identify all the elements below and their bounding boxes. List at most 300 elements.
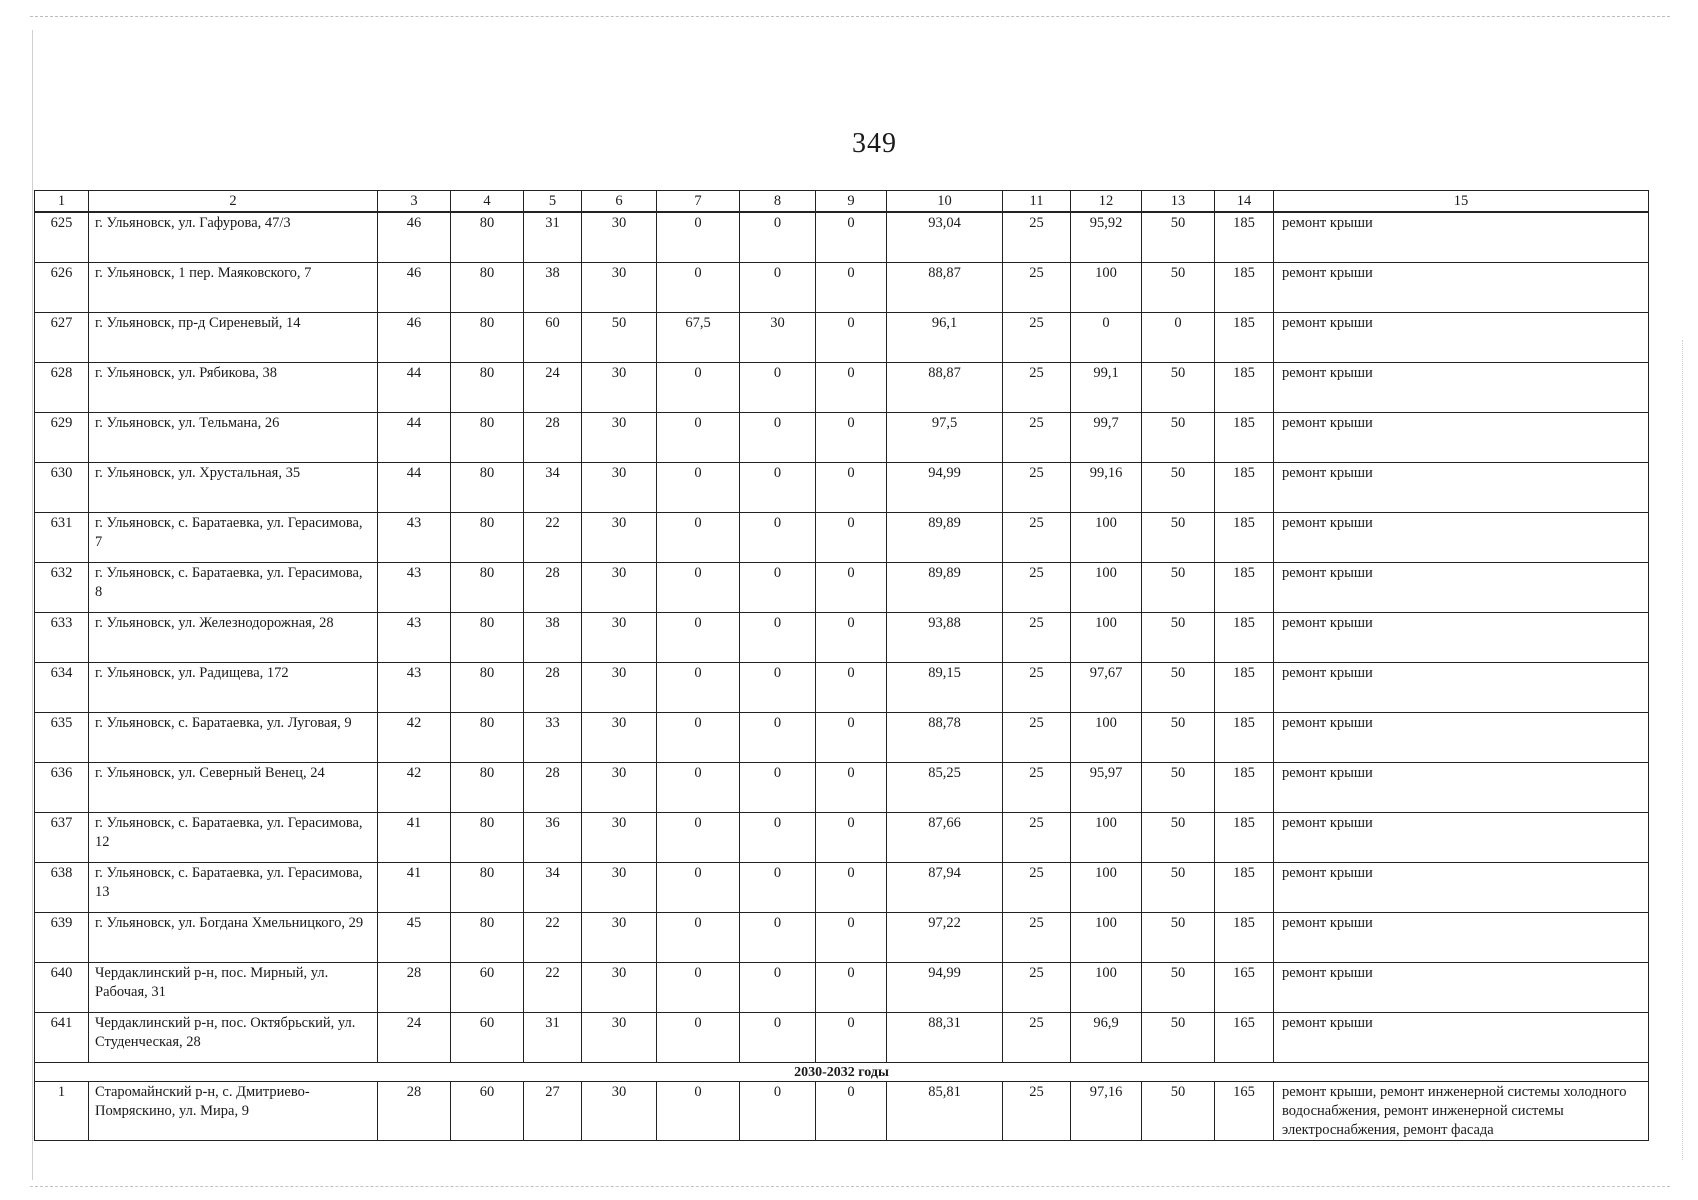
table-cell: 31	[524, 1013, 582, 1063]
table-cell: 185	[1215, 913, 1274, 963]
table-cell: ремонт крыши	[1274, 363, 1649, 413]
table-cell: 93,88	[887, 613, 1003, 663]
table-cell: г. Ульяновск, с. Баратаевка, ул. Герасимова, 12	[89, 813, 378, 863]
table-cell: 34	[524, 463, 582, 513]
table-cell: 0	[740, 1013, 816, 1063]
table-cell: ремонт крыши	[1274, 563, 1649, 613]
table-row	[35, 313, 1649, 363]
table-cell: 25	[1003, 313, 1071, 363]
table-cell: 50	[1142, 663, 1215, 713]
table-cell: 0	[816, 1082, 887, 1141]
table-cell: 0	[816, 663, 887, 713]
table-cell: 637	[35, 813, 89, 863]
table-cell: 30	[582, 212, 657, 263]
table-cell: 0	[740, 613, 816, 663]
table-cell: 635	[35, 713, 89, 763]
table-cell: 43	[378, 563, 451, 613]
table-cell: 25	[1003, 663, 1071, 713]
table-cell: 25	[1003, 212, 1071, 263]
table-cell: 46	[378, 263, 451, 313]
column-header: 12	[1071, 191, 1142, 213]
table-row	[35, 663, 1649, 713]
table-row	[35, 913, 1649, 963]
table-cell: 25	[1003, 813, 1071, 863]
table-cell: г. Ульяновск, пр-д Сиреневый, 14	[89, 313, 378, 363]
table-cell: 30	[582, 413, 657, 463]
table-cell: 85,81	[887, 1082, 1003, 1141]
table-cell: 24	[524, 363, 582, 413]
table-cell: 60	[451, 963, 524, 1013]
table-cell: 0	[657, 263, 740, 313]
table-cell: 0	[657, 813, 740, 863]
table-cell: 36	[524, 813, 582, 863]
table-cell: 100	[1071, 513, 1142, 563]
table-cell: 100	[1071, 863, 1142, 913]
table-cell: 95,92	[1071, 212, 1142, 263]
table-row	[35, 413, 1649, 463]
table-cell: 0	[740, 513, 816, 563]
column-header: 5	[524, 191, 582, 213]
table-cell: 94,99	[887, 963, 1003, 1013]
table-cell: 0	[657, 1013, 740, 1063]
table-cell: 0	[740, 563, 816, 613]
table-cell: 630	[35, 463, 89, 513]
table-cell: ремонт крыши	[1274, 212, 1649, 263]
table-cell: 30	[582, 963, 657, 1013]
table-cell: 80	[451, 313, 524, 363]
table-cell: 30	[582, 813, 657, 863]
table-cell: 25	[1003, 263, 1071, 313]
table-cell: 34	[524, 863, 582, 913]
table-cell: 25	[1003, 1082, 1071, 1141]
table-cell: 50	[1142, 863, 1215, 913]
table-cell: ремонт крыши	[1274, 613, 1649, 663]
table-cell: 185	[1215, 463, 1274, 513]
table-cell: 24	[378, 1013, 451, 1063]
table-cell: 0	[740, 663, 816, 713]
table-cell: г. Ульяновск, ул. Гафурова, 47/3	[89, 212, 378, 263]
table-row	[35, 863, 1649, 913]
table-cell: 25	[1003, 613, 1071, 663]
table-cell: 50	[1142, 263, 1215, 313]
table-cell: 30	[582, 713, 657, 763]
table-cell: 0	[740, 413, 816, 463]
table-cell: 25	[1003, 563, 1071, 613]
table-row	[35, 613, 1649, 663]
table-cell: 25	[1003, 713, 1071, 763]
table-cell: г. Ульяновск, ул. Железнодорожная, 28	[89, 613, 378, 663]
table-cell: 627	[35, 313, 89, 363]
table-cell: 185	[1215, 763, 1274, 813]
table-row	[35, 212, 1649, 263]
table-cell: 80	[451, 212, 524, 263]
table-cell: 50	[1142, 413, 1215, 463]
table-cell: 0	[740, 913, 816, 963]
table-cell: 0	[1071, 313, 1142, 363]
table-cell: 97,67	[1071, 663, 1142, 713]
table-cell: 0	[816, 763, 887, 813]
table-cell: 96,1	[887, 313, 1003, 363]
table-cell: 80	[451, 563, 524, 613]
table-cell: 25	[1003, 463, 1071, 513]
table-cell: 626	[35, 263, 89, 313]
table-cell: 0	[816, 613, 887, 663]
table-cell: 89,89	[887, 513, 1003, 563]
table-cell: 87,94	[887, 863, 1003, 913]
table-cell: 625	[35, 212, 89, 263]
table-cell: 80	[451, 263, 524, 313]
table-cell: 185	[1215, 413, 1274, 463]
table-cell: 0	[816, 313, 887, 363]
table-cell: 0	[657, 563, 740, 613]
table-cell: 0	[816, 413, 887, 463]
table-cell: 93,04	[887, 212, 1003, 263]
table-cell: 46	[378, 212, 451, 263]
table-cell: 0	[816, 963, 887, 1013]
table-cell: 0	[816, 513, 887, 563]
table-cell: 60	[451, 1013, 524, 1063]
table-cell: 97,5	[887, 413, 1003, 463]
table-cell: 30	[582, 363, 657, 413]
table-cell: 99,1	[1071, 363, 1142, 413]
table-cell: 0	[657, 713, 740, 763]
table-cell: 0	[657, 613, 740, 663]
table-cell: 30	[582, 463, 657, 513]
table-cell: 636	[35, 763, 89, 813]
table-cell: 42	[378, 713, 451, 763]
table-cell: ремонт крыши	[1274, 963, 1649, 1013]
table-cell: 94,99	[887, 463, 1003, 513]
table-cell: г. Ульяновск, ул. Рябикова, 38	[89, 363, 378, 413]
column-header: 15	[1274, 191, 1649, 213]
table-cell: ремонт крыши	[1274, 913, 1649, 963]
scan-edge-bottom	[30, 1186, 1670, 1188]
table-cell: 0	[740, 813, 816, 863]
table-cell: 0	[740, 713, 816, 763]
table-cell: 185	[1215, 513, 1274, 563]
table-cell: 99,16	[1071, 463, 1142, 513]
table-cell: 628	[35, 363, 89, 413]
table-cell: 0	[816, 263, 887, 313]
table-cell: 0	[816, 813, 887, 863]
table-cell: 30	[582, 263, 657, 313]
column-header: 6	[582, 191, 657, 213]
table-cell: 41	[378, 863, 451, 913]
table-cell: 639	[35, 913, 89, 963]
table-cell: 185	[1215, 863, 1274, 913]
table-cell: 88,31	[887, 1013, 1003, 1063]
table-cell: 87,66	[887, 813, 1003, 863]
table-cell: 100	[1071, 913, 1142, 963]
table-cell: 629	[35, 413, 89, 463]
table-cell: ремонт крыши	[1274, 463, 1649, 513]
table-cell: 634	[35, 663, 89, 713]
table-cell: 25	[1003, 913, 1071, 963]
table-cell: 22	[524, 963, 582, 1013]
table-cell: г. Ульяновск, ул. Радищева, 172	[89, 663, 378, 713]
table-cell: 28	[378, 963, 451, 1013]
table-cell: 0	[740, 963, 816, 1013]
table-cell: 80	[451, 713, 524, 763]
table-cell: ремонт крыши	[1274, 663, 1649, 713]
table-cell: 89,15	[887, 663, 1003, 713]
table-cell: 165	[1215, 1082, 1274, 1141]
table-cell: 30	[582, 763, 657, 813]
table-cell: 0	[816, 363, 887, 413]
column-header: 7	[657, 191, 740, 213]
table-cell: 0	[657, 363, 740, 413]
table-cell: 25	[1003, 513, 1071, 563]
page-number: 349	[852, 128, 897, 159]
table-row	[35, 363, 1649, 413]
table-cell: 60	[524, 313, 582, 363]
table-cell: 0	[657, 463, 740, 513]
table-cell: г. Ульяновск, с. Баратаевка, ул. Герасимова, 8	[89, 563, 378, 613]
table-cell: 633	[35, 613, 89, 663]
table-cell: 27	[524, 1082, 582, 1141]
table-cell: 50	[1142, 813, 1215, 863]
table-cell: 97,22	[887, 913, 1003, 963]
table-cell: 638	[35, 863, 89, 913]
column-header: 9	[816, 191, 887, 213]
table-cell: 0	[657, 1082, 740, 1141]
table-cell: 25	[1003, 363, 1071, 413]
table-cell: 631	[35, 513, 89, 563]
table-cell: Чердаклинский р-н, пос. Октябрьский, ул. Студенческая, 28	[89, 1013, 378, 1063]
table-cell: 44	[378, 413, 451, 463]
column-header: 8	[740, 191, 816, 213]
table-cell: ремонт крыши	[1274, 813, 1649, 863]
table-cell: 30	[582, 663, 657, 713]
table-cell: 165	[1215, 1013, 1274, 1063]
table-cell: 50	[1142, 212, 1215, 263]
table-cell: 89,89	[887, 563, 1003, 613]
table-cell: ремонт крыши	[1274, 1013, 1649, 1063]
table-cell: 95,97	[1071, 763, 1142, 813]
table-cell: ремонт крыши	[1274, 713, 1649, 763]
table-cell: 25	[1003, 963, 1071, 1013]
table-cell: 88,78	[887, 713, 1003, 763]
table-cell: 28	[524, 563, 582, 613]
table-cell: 30	[582, 1013, 657, 1063]
table-cell: 42	[378, 763, 451, 813]
table-cell: 60	[451, 1082, 524, 1141]
table-cell: 0	[657, 863, 740, 913]
table-cell: 185	[1215, 813, 1274, 863]
table-cell: 80	[451, 663, 524, 713]
table-cell: 30	[582, 913, 657, 963]
table-cell: 0	[740, 1082, 816, 1141]
column-header: 1	[35, 191, 89, 213]
table-cell: 80	[451, 613, 524, 663]
table-cell: г. Ульяновск, ул. Тельмана, 26	[89, 413, 378, 463]
table-row	[35, 1013, 1649, 1063]
table-cell: 50	[1142, 713, 1215, 763]
table-cell: 100	[1071, 263, 1142, 313]
table-cell: г. Ульяновск, ул. Богдана Хмельницкого, 29	[89, 913, 378, 963]
table-row	[35, 563, 1649, 613]
table-cell: 100	[1071, 613, 1142, 663]
table-cell: 80	[451, 813, 524, 863]
table-cell: 632	[35, 563, 89, 613]
table-cell: 99,7	[1071, 413, 1142, 463]
table-cell: 1	[35, 1082, 89, 1141]
table-cell: 33	[524, 713, 582, 763]
table-cell: 100	[1071, 713, 1142, 763]
table-cell: 43	[378, 513, 451, 563]
table-cell: 185	[1215, 713, 1274, 763]
table-cell: 0	[816, 212, 887, 263]
section-row	[35, 1063, 1649, 1082]
table-cell: 67,5	[657, 313, 740, 363]
table-cell: 100	[1071, 813, 1142, 863]
table-cell: г. Ульяновск, ул. Северный Венец, 24	[89, 763, 378, 813]
table-cell: 45	[378, 913, 451, 963]
column-header: 3	[378, 191, 451, 213]
table-cell: 0	[740, 212, 816, 263]
table-cell: 0	[816, 463, 887, 513]
table-row	[35, 1082, 1649, 1141]
table-cell: 80	[451, 913, 524, 963]
table-cell: 43	[378, 663, 451, 713]
table-cell: 50	[1142, 563, 1215, 613]
table-cell: 0	[1142, 313, 1215, 363]
table-cell: 0	[657, 212, 740, 263]
table-cell: 50	[1142, 363, 1215, 413]
table-cell: 185	[1215, 563, 1274, 613]
table-cell: 31	[524, 212, 582, 263]
table-cell: 50	[1142, 1082, 1215, 1141]
table-cell: 38	[524, 263, 582, 313]
section-title: 2030-2032 годы	[35, 1063, 1649, 1082]
table-row	[35, 463, 1649, 513]
table-cell: 80	[451, 363, 524, 413]
table-cell: 50	[1142, 513, 1215, 563]
table-cell: 25	[1003, 413, 1071, 463]
table-cell: 28	[524, 763, 582, 813]
table-cell: 28	[524, 413, 582, 463]
table-cell: 22	[524, 513, 582, 563]
table-cell: 30	[582, 863, 657, 913]
table-cell: 30	[582, 613, 657, 663]
table-cell: 185	[1215, 313, 1274, 363]
table-cell: 50	[1142, 763, 1215, 813]
table-cell: 0	[740, 463, 816, 513]
table-cell: 0	[816, 1013, 887, 1063]
scan-edge-right	[1682, 340, 1684, 1160]
table-cell: 0	[740, 763, 816, 813]
table-cell: 50	[1142, 913, 1215, 963]
table-cell: 0	[740, 363, 816, 413]
table-cell: 30	[582, 513, 657, 563]
table-cell: 641	[35, 1013, 89, 1063]
column-header: 11	[1003, 191, 1071, 213]
table-cell: 28	[524, 663, 582, 713]
table-cell: 80	[451, 463, 524, 513]
column-header: 14	[1215, 191, 1274, 213]
table-cell: ремонт крыши	[1274, 763, 1649, 813]
table-cell: 185	[1215, 663, 1274, 713]
table-cell: 165	[1215, 963, 1274, 1013]
table-cell: 0	[816, 913, 887, 963]
table-cell: 96,9	[1071, 1013, 1142, 1063]
table-cell: 22	[524, 913, 582, 963]
table-cell: ремонт крыши	[1274, 863, 1649, 913]
table-cell: 185	[1215, 263, 1274, 313]
table-cell: Старомайнский р-н, с. Дмитриево-Помряскино, ул. Мира, 9	[89, 1082, 378, 1141]
scan-edge-top	[30, 16, 1670, 18]
table-row	[35, 263, 1649, 313]
table-cell: ремонт крыши	[1274, 263, 1649, 313]
table-cell: 0	[657, 763, 740, 813]
table-cell: 185	[1215, 212, 1274, 263]
table-cell: 50	[582, 313, 657, 363]
table-cell: 25	[1003, 763, 1071, 813]
column-header: 10	[887, 191, 1003, 213]
table-cell: 97,16	[1071, 1082, 1142, 1141]
table-cell: 50	[1142, 613, 1215, 663]
table-cell: 88,87	[887, 263, 1003, 313]
table-cell: Чердаклинский р-н, пос. Мирный, ул. Рабочая, 31	[89, 963, 378, 1013]
table-cell: 100	[1071, 963, 1142, 1013]
table-cell: 0	[740, 263, 816, 313]
column-header: 13	[1142, 191, 1215, 213]
table-cell: г. Ульяновск, с. Баратаевка, ул. Луговая, 9	[89, 713, 378, 763]
table-cell: ремонт крыши	[1274, 413, 1649, 463]
table-cell: ремонт крыши	[1274, 513, 1649, 563]
table-row	[35, 963, 1649, 1013]
table-cell: 0	[657, 913, 740, 963]
table-row	[35, 763, 1649, 813]
table-header-row	[35, 191, 1649, 213]
table-cell: 0	[740, 863, 816, 913]
table-cell: 0	[816, 713, 887, 763]
table-cell: г. Ульяновск, с. Баратаевка, ул. Герасимова, 13	[89, 863, 378, 913]
table-cell: г. Ульяновск, с. Баратаевка, ул. Герасимова, 7	[89, 513, 378, 563]
table-cell: 46	[378, 313, 451, 363]
table-cell: 80	[451, 863, 524, 913]
table-cell: 25	[1003, 1013, 1071, 1063]
table-cell: 0	[657, 963, 740, 1013]
table-cell: 0	[657, 413, 740, 463]
table-cell: 30	[740, 313, 816, 363]
table-cell: 0	[816, 563, 887, 613]
table-cell: 100	[1071, 563, 1142, 613]
table-cell: 185	[1215, 363, 1274, 413]
table-row	[35, 813, 1649, 863]
table-cell: 38	[524, 613, 582, 663]
table-row	[35, 713, 1649, 763]
table-cell: 88,87	[887, 363, 1003, 413]
table-cell: 30	[582, 563, 657, 613]
table-cell: 80	[451, 763, 524, 813]
table-cell: 28	[378, 1082, 451, 1141]
table-cell: ремонт крыши, ремонт инженерной системы холодного водоснабжения, ремонт инженерной системы электроснабжения, ремонт фасада	[1274, 1082, 1649, 1141]
table-cell: 44	[378, 363, 451, 413]
table-cell: 0	[657, 663, 740, 713]
table-row	[35, 513, 1649, 563]
table-cell: 0	[657, 513, 740, 563]
data-table	[34, 190, 1649, 1141]
table-cell: 80	[451, 413, 524, 463]
table-cell: 44	[378, 463, 451, 513]
column-header: 2	[89, 191, 378, 213]
table-cell: 185	[1215, 613, 1274, 663]
table-cell: 80	[451, 513, 524, 563]
table-cell: 0	[816, 863, 887, 913]
table-cell: 85,25	[887, 763, 1003, 813]
table-cell: 640	[35, 963, 89, 1013]
